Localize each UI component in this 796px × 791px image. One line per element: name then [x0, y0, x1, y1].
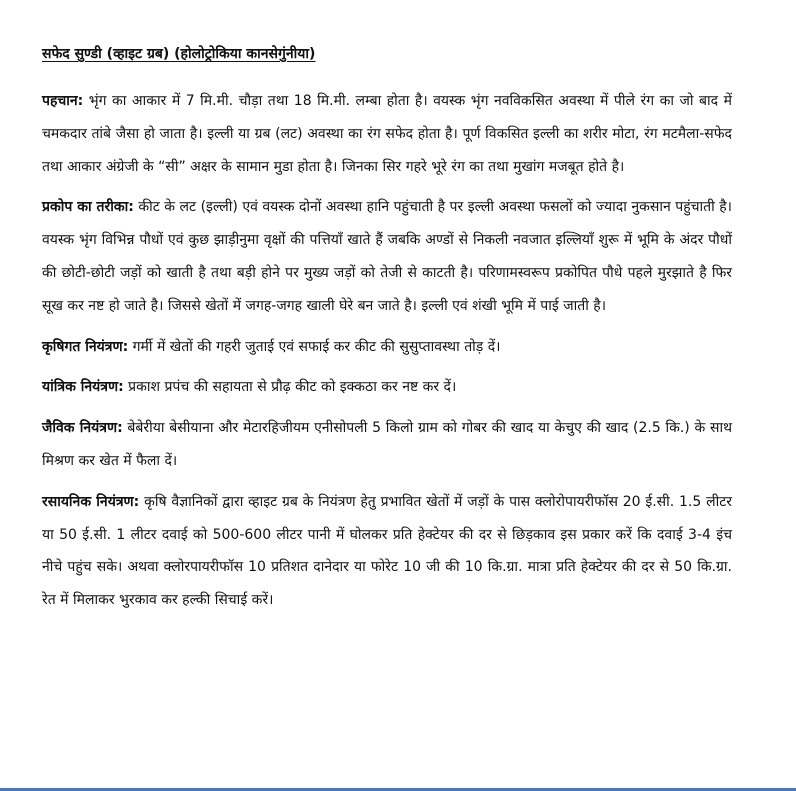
section-text: गर्मी में खेतों की गहरी जुताई एवं सफाई कर कीट की सुसुप्तावस्था तोड़ दें।	[128, 338, 501, 355]
section-cultural-control	[42, 331, 732, 364]
section-mechanical-control	[42, 371, 732, 404]
section-label: प्रकोप का तरीका:	[42, 199, 134, 216]
section-label: यांत्रिक नियंत्रण:	[42, 379, 124, 396]
section-text: प्रकाश प्रपंच की सहायता से प्रौढ़ कीट को इक्कठा कर नष्ट कर दें।	[123, 379, 457, 396]
section-label: पहचान:	[42, 93, 84, 109]
section-label: रसायनिक नियंत्रण:	[42, 493, 140, 510]
section-text: बेबेरीया बेसीयाना और मेटारहिजीयम एनीसोपली 5 किलो ग्राम को गोबर की खाद या केचुए की खाद (2.5 कि.) के साथ मिश्रण कर खेत में फैला दें।	[42, 420, 733, 469]
section-label: कृषिगत नियंत्रण:	[42, 338, 129, 355]
document-title: सफेद सुण्डी (व्हाइट ग्रब) (होलोट्रोकिया कानसेगुंनीया)	[42, 46, 316, 62]
document-body	[42, 44, 732, 625]
section-text: कृषि वैज्ञानिकों द्वारा व्हाइट ग्रब के नियंत्रण हेतु प्रभावित खेतों में जड़ों के पास क्लोरोपायरीफॉस 20 ई.सी. 1.5 लीटर या 50 ई.सी. 1 लीटर दवाई को 500-600 लीटर पानी में घोलकर प्रति हेक्टेयर की दर से छिड़काव इस प्रकार करें कि दवाई 3-4 इंच नीचे पहुंच सके। अथवा क्लोरपायरीफॉस 10 प्रतिशत दानेदार या फोरेट 10 जी की 10 कि.ग्रा. मात्रा प्रति हेक्टेयर की दर से 50 कि.ग्रा. रेत में मिलाकर भुरकाव कर हल्की सिचाई करें।	[42, 493, 732, 609]
section-chemical-control	[42, 486, 732, 617]
section-biological-control	[42, 412, 732, 478]
section-text: कीट के लट (इल्ली) एवं वयस्क दोनों अवस्था हानि पहुंचाती है पर इल्ली अवस्था फसलों को ज्यादा नुकसान पहुंचाती है। वयस्क भृंग विभिन्न पौधों एवं कुछ झाड़ीनुमा वृक्षों की पत्तियाँ खाते हैं जबकि अण्डों से निकली नवजात इल्लियाँ शुरू में भूमि के अंदर पौधों की छोटी-छोटी जड़ों को खाती है तथा बड़ी होने पर मुख्य जड़ों को तेजी से काटती है। परिणामस्वरूप प्रकोपित पौधे पहले मुरझाते है फिर सूख कर नष्ट हो जाते है। जिससे खेतों में जगह-जगह खाली घेरे बन जाते है। इल्ली एवं शंखी भूमि में पाई जाती है।	[42, 199, 732, 314]
section-damage-method	[42, 191, 732, 322]
section-identification	[42, 85, 732, 183]
section-label: जैविक नियंत्रण:	[42, 420, 123, 437]
section-text: भृंग का आकार में 7 मि.मी. चौड़ा तथा 18 मि.मी. लम्बा होता है। वयस्क भृंग नवविकसित अवस्था में पीले रंग का जो बाद में चमकदार तांबे जैसा हो जाता है। इल्ली या ग्रब (लट) अवस्था का रंग सफेद होता है। पूर्ण विकसित इल्ली का शरीर मोटा, रंग मटमैला-सफेद तथा आकार अंग्रेजी के “सी” अक्षर के सामान मुडा होता है। जिनका सिर गहरे भूरे रंग का तथा मुखांग मजबूत होते है।	[42, 93, 732, 175]
